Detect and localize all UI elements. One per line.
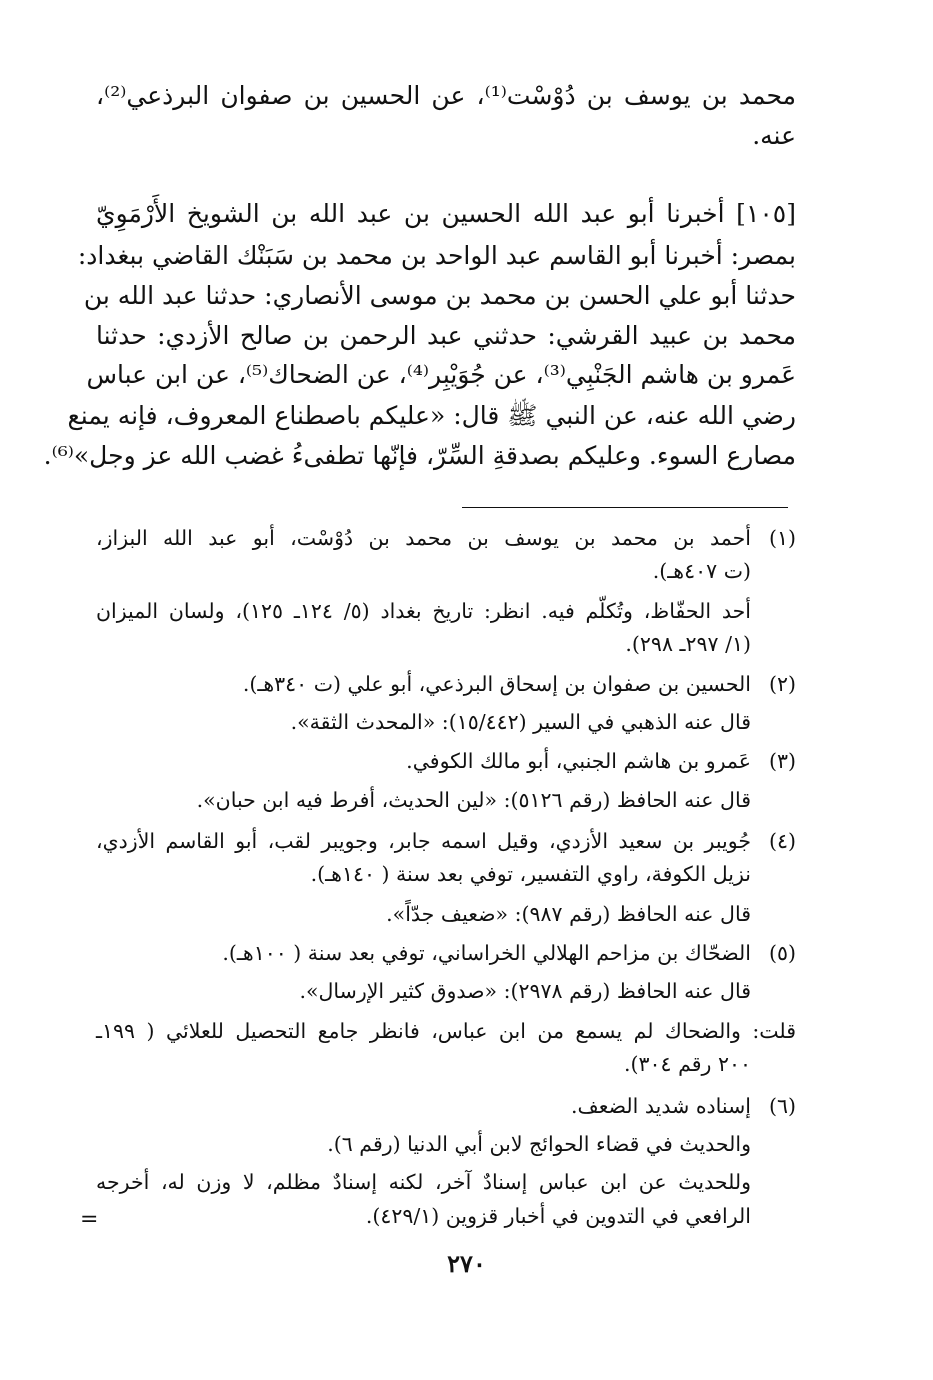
continuation-line-1: محمد بن يوسف بن دُوْسْت⁽¹⁾، عن الحسين بن صفوان البرذعي⁽²⁾، (96, 81, 796, 110)
footnote-4-line-2: نزيل الكوفة، راوي التفسير، توفي بعد سنة ( ١٤٠هـ). (310, 862, 751, 886)
page-number: ٢٧٠ (447, 1249, 486, 1278)
footnote-1-line-1: أحمد بن محمد بن يوسف بن محمد بن دُوْسْت، أبو عبد الله البزاز، (96, 526, 751, 550)
footnote-6-number: (٦) (768, 1094, 796, 1118)
footnote-6-note-1: والحديث في قضاء الحوائج لابن أبي الدنيا (رقم ٦). (327, 1132, 751, 1156)
footnote-4-note-1: قال عنه الحافظ (رقم ٩٨٧): «ضعيف جدّاً». (386, 902, 751, 926)
hadith-line-7: مصارع السوء. وعليكم بصدقةِ السِّرّ، فإنّها تطفىءُ غضب الله عز وجل»⁽⁶⁾. (43, 441, 796, 470)
footnote-5-remark-2: ٢٠٠ رقم ٣٠٤). (624, 1052, 751, 1076)
footnote-5-line-1: الضحّاك بن مزاحم الهلالي الخراساني، توفي بعد سنة ( ١٠٠هـ). (222, 941, 751, 965)
hadith-line-2: بمصر: أخبرنا أبو القاسم عبد الواحد بن محمد بن سَبَنْك القاضي ببغداد: (77, 241, 796, 270)
footnote-4-line-1: جُويبر بن سعيد الأزدي، وقيل اسمه جابر، وجويبر لقب، أبو القاسم الأزدي، (96, 829, 751, 853)
footnote-4-number: (٤) (768, 829, 796, 853)
footnote-3-line-1: عَمرو بن هاشم الجنبي، أبو مالك الكوفي. (406, 749, 751, 773)
hadith-line-1: [١٠٥] أخبرنا أبو عبد الله الحسين بن عبد الله بن الشويخ الأَرْمَوِيّ (96, 199, 796, 228)
hadith-line-6: رضي الله عنه، عن النبي ﷺ قال: «عليكم باصطناع المعروف، فإنه يمنع (67, 401, 796, 430)
footnote-3-number: (٣) (768, 749, 796, 773)
hadith-line-3: حدثنا أبو علي الحسن بن محمد بن موسى الأنصاري: حدثنا عبد الله بن (83, 281, 796, 310)
footnote-separator (462, 507, 788, 508)
hadith-line-4: محمد بن عبيد القرشي: حدثني عبد الرحمن بن صالح الأزدي: حدثنا (96, 321, 796, 350)
continuation-line-2: عنه. (752, 121, 796, 150)
footnote-5-note-1: قال عنه الحافظ (رقم ٢٩٧٨): «صدوق كثير الإرسال». (299, 979, 751, 1003)
footnote-6-note-3: الرافعي في التدوين في أخبار قزوين (٤٢٩/١). (365, 1204, 751, 1228)
footnote-1-number: (١) (768, 526, 796, 550)
continuation-mark: = (80, 1207, 99, 1232)
footnote-2-number: (٢) (768, 672, 796, 696)
footnote-1-note-1: أحد الحفّاظ، وتُكلّم فيه. انظر: تاريخ بغداد (٥/ ١٢٤ـ ١٢٥)، ولسان الميزان (96, 599, 751, 623)
footnote-3-note-1: قال عنه الحافظ (رقم ٥١٢٦): «لين الحديث، أفرط فيه ابن حبان». (196, 788, 751, 812)
footnote-2-line-1: الحسين بن صفوان بن إسحاق البرذعي، أبو علي (ت ٣٤٠هـ). (242, 672, 751, 696)
footnote-5-remark-1: قلت: والضحاك لم يسمع من ابن عباس، فانظر جامع التحصيل للعلائي ( ١٩٩ـ (96, 1019, 796, 1043)
footnote-6-line-1: إسناده شديد الضعف. (571, 1094, 751, 1118)
footnote-6-note-2: وللحديث عن ابن عباس إسنادٌ آخر، لكنه إسنادٌ مظلم، لا وزن له، أخرجه (96, 1170, 751, 1194)
hadith-line-5: عَمرو بن هاشم الجَنْبِي⁽³⁾، عن جُوَيْبِر⁽⁴⁾، عن الضحاك⁽⁵⁾، عن ابن عباس (86, 360, 796, 389)
footnote-5-number: (٥) (768, 941, 796, 965)
footnote-1-line-2: (ت ٤٠٧هـ). (652, 559, 751, 583)
footnote-2-note-1: قال عنه الذهبي في السير (١٥/٤٤٢): «المحدث الثقة». (290, 710, 751, 734)
footnote-1-note-2: (١/ ٢٩٧ـ ٢٩٨). (625, 632, 751, 656)
